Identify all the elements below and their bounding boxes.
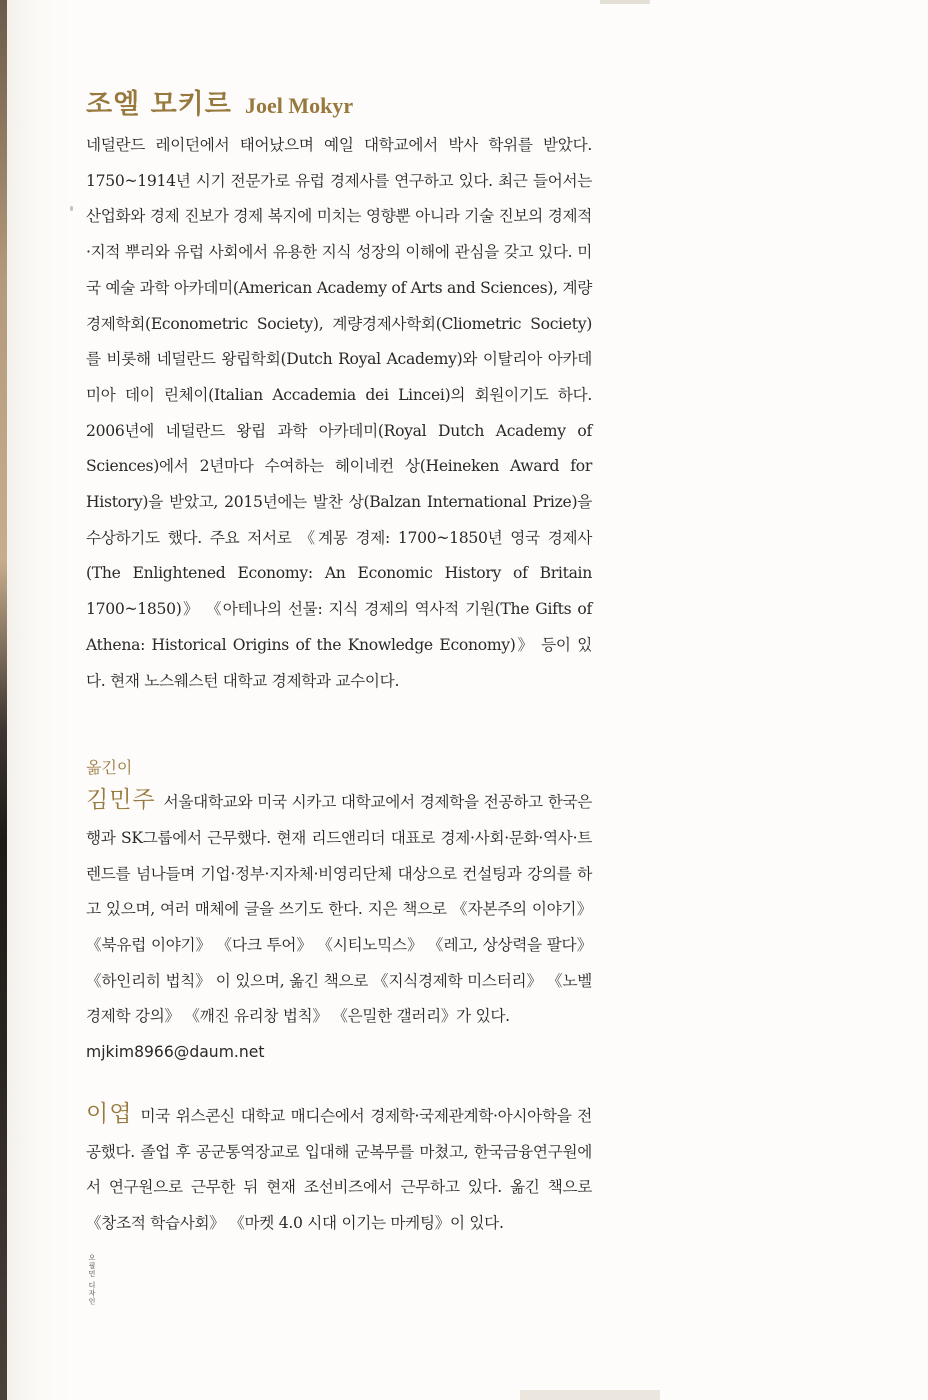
book-spine-edge bbox=[0, 0, 7, 1400]
author-name-korean: 조엘 모키르 bbox=[86, 89, 232, 120]
translator-1 bbox=[86, 783, 592, 1071]
author-name-english: Joel Mokyr bbox=[244, 93, 354, 118]
design-credit: 오필민 디자인 bbox=[88, 1254, 96, 1306]
author-heading bbox=[86, 80, 592, 124]
author-bio: 네덜란드 레이던에서 태어났으며 예일 대학교에서 박사 학위를 받았다. 1750~1914년 시기 전문가로 유럽 경제사를 연구하고 있다. 최근 들어서는 산업화와 경제 진보가 경제 복지에 미치는 영향뿐 아니라 기술 진보의 경제적·지적 뿌리와 유럽 사회에서 유용한 지식 성장의 이해에 관심을 갖고 있다. 미국 예술 과학 아카데미(American Academy of Arts and Sciences), 계량경제학회(Econometric Society), 계량경제사학회(Cliometric Society)를 비롯해 네덜란드 왕립학회(Dutch Royal Academy)와 이탈리아 아카데미아 데이 린체이(Italian Accademia dei Lincei)의 회원이기도 하다. 2006년에 네덜란드 왕립 과학 아카데미(Royal Dutch Academy of Sciences)에서 2년마다 수여하는 헤이네컨 상(Heineken Award for History)을 받았고, 2015년에는 발찬 상(Balzan International Prize)을 수상하기도 했다. 주요 저서로 《계몽 경제: 1700~1850년 영국 경제사(The Enlightened Economy: An Economic History of Britain 1700~1850)》 《아테나의 선물: 지식 경제의 역사적 기원(The Gifts of Athena: Historical Origins of the Knowledge Economy)》 등이 있다. 현재 노스웨스턴 대학교 경제학과 교수이다. bbox=[86, 136, 592, 690]
translator-2-bio-paragraph bbox=[86, 1097, 592, 1242]
translators-section bbox=[86, 753, 592, 1241]
translator-2-bio: 미국 위스콘신 대학교 매디슨에서 경제학·국제관계학·아시아학을 전공했다. 졸업 후 공군통역장교로 입대해 군복무를 마쳤고, 한국금융연구원에서 연구원으로 근무한 뒤 현재 조선비즈에서 근무하고 있다. 옮긴 책으로 《창조적 학습사회》 《마켓 4.0 시대 이기는 마케팅》이 있다. bbox=[86, 1106, 592, 1232]
translator-label: 옮긴이 bbox=[86, 758, 133, 778]
scan-edge-bottom bbox=[520, 1390, 660, 1400]
scan-speck bbox=[70, 206, 73, 211]
translator-2-name: 이엽 bbox=[86, 1100, 133, 1127]
scan-edge-top bbox=[600, 0, 650, 4]
flap-content bbox=[86, 80, 592, 1242]
translator-1-bio-paragraph bbox=[86, 783, 592, 1035]
translator-1-name: 김민주 bbox=[86, 787, 156, 814]
author-section bbox=[86, 80, 592, 699]
translator-1-email: mjkim8966@daum.net bbox=[86, 1043, 265, 1062]
translator-1-bio: 서울대학교와 미국 시카고 대학교에서 경제학을 전공하고 한국은행과 SK그룹에서 근무했다. 현재 리드앤리더 대표로 경제·사회·문화·역사·트렌드를 넘나들며 기업·정부·지자체·비영리단체 대상으로 컨설팅과 강의를 하고 있으며, 여러 매체에 글을 쓰기도 한다. 지은 책으로 《자본주의 이야기》 《북유럽 이야기》 《다크 투어》 《시티노믹스》 《레고, 상상력을 팔다》 《하인리히 법칙》 이 있으며, 옮긴 책으로 《지식경제학 미스터리》 《노벨경제학 강의》 《깨진 유리창 법칙》 《은밀한 갤러리》가 있다. bbox=[86, 793, 592, 1026]
translator-2 bbox=[86, 1097, 592, 1242]
